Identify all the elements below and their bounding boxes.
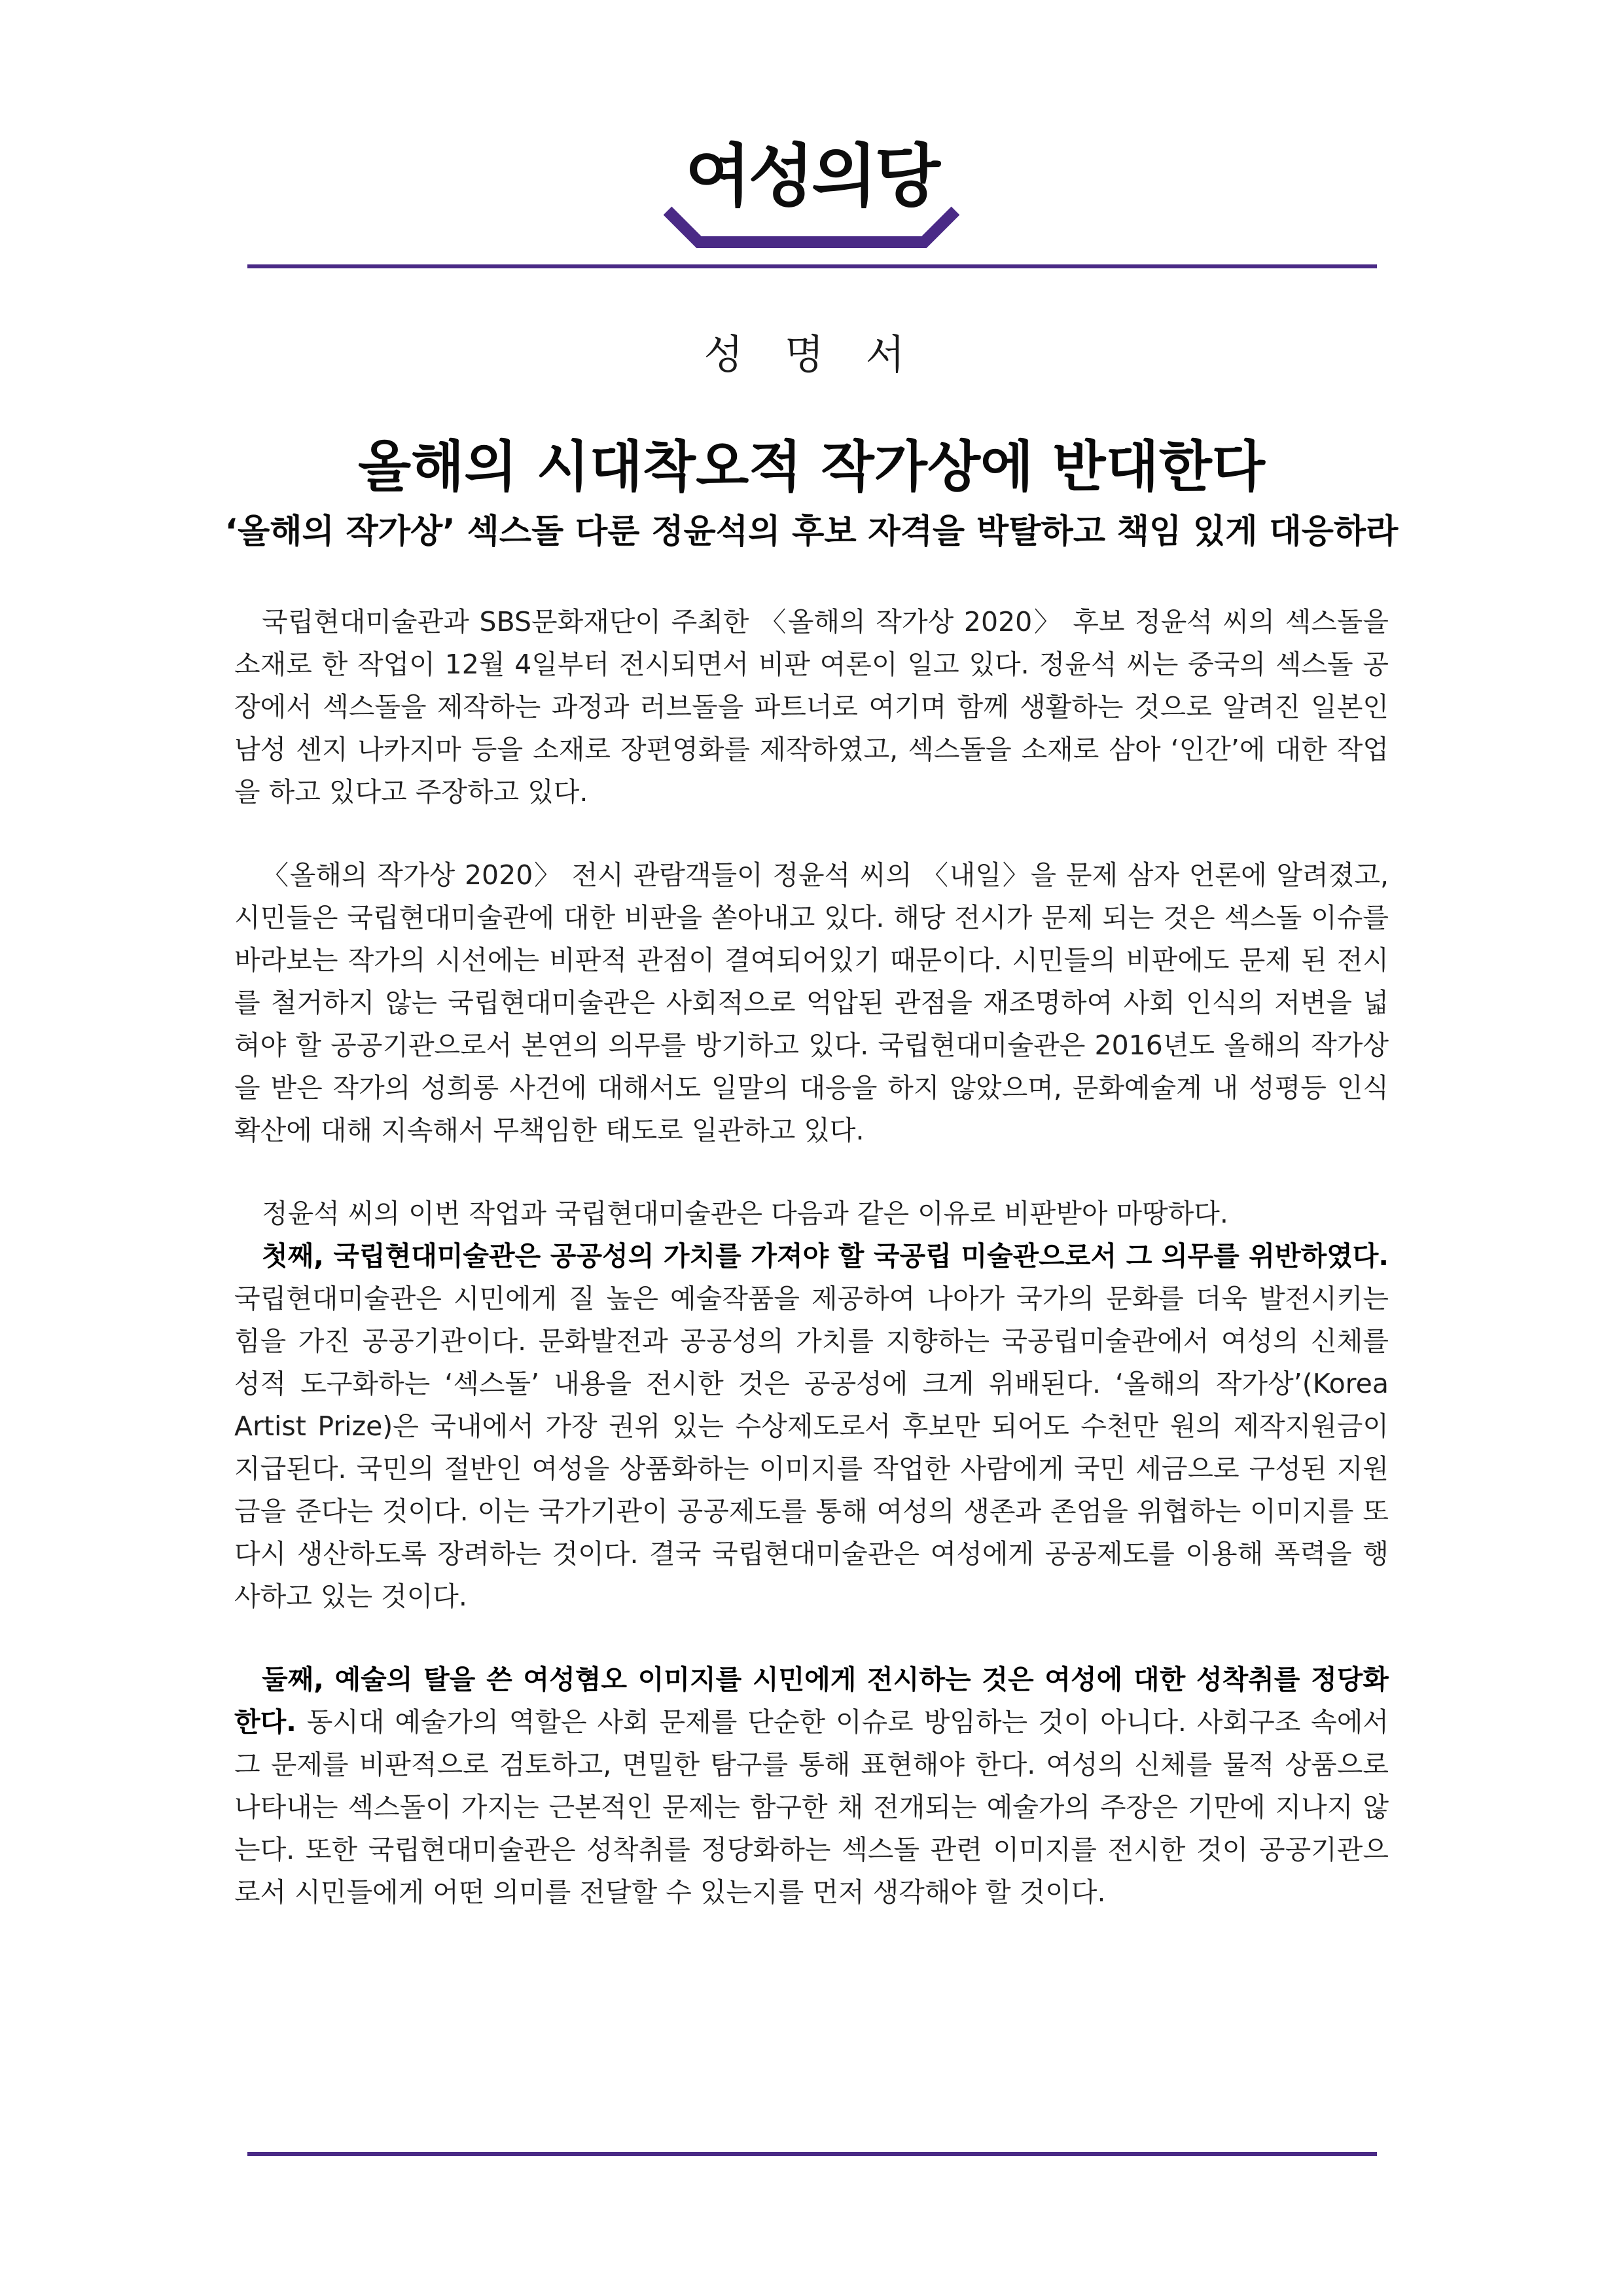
party-logo-text: 여성의당	[685, 136, 938, 216]
party-logo-mark	[654, 131, 969, 249]
header-divider	[247, 264, 1377, 268]
paragraph-5-heading: 둘째, 예술의 탈을 쓴 여성혐오 이미지를 시민에게 전시하는 것은 여성에 대한 성착취를 정당화한다.	[234, 1664, 1389, 1738]
statement-body	[234, 601, 1389, 1914]
paragraph-1: 국립현대미술관과 SBS문화재단이 주최한 〈올해의 작가상 2020〉 후보 정윤석 씨의 섹스돌을 소재로 한 작업이 12월 4일부터 전시되면서 비판 여론이 일고 있다. 정윤석 씨는 중국의 섹스돌 공장에서 섹스돌을 제작하는 과정과 러브돌을 파트너로 여기며 함께 생활하는 것으로 알려진 일본인 남성 센지 나카지마 등을 소재로 장편영화를 제작하였고, 섹스돌을 소재로 삼아 ‘인간’에 대한 작업을 하고 있다고 주장하고 있다.	[234, 606, 1389, 808]
paragraph-2: 〈올해의 작가상 2020〉 전시 관람객들이 정윤석 씨의 〈내일〉을 문제 삼자 언론에 알려졌고, 시민들은 국립현대미술관에 대한 비판을 쏟아내고 있다. 해당 전시가 문제 되는 것은 섹스돌 이슈를 바라보는 작가의 시선에는 비판적 관점이 결여되어있기 때문이다. 시민들의 비판에도 문제 된 전시를 철거하지 않는 국립현대미술관은 사회적으로 억압된 관점을 재조명하여 사회 인식의 저변을 넓혀야 할 공공기관으로서 본연의 의무를 방기하고 있다. 국립현대미술관은 2016년도 올해의 작가상을 받은 작가의 성희롱 사건에 대해서도 일말의 대응을 하지 않았으며, 문화예술계 내 성평등 인식 확산에 대해 지속해서 무책임한 태도로 일관하고 있다.	[234, 859, 1389, 1146]
party-logo	[654, 131, 969, 249]
paragraph-4-heading: 첫째, 국립현대미술관은 공공성의 가치를 가져야 할 국공립 미술관으로서 그 의무를 위반하였다.	[262, 1240, 1389, 1272]
statement-title: 올해의 시대착오적 작가상에 반대한다	[357, 435, 1266, 499]
footer-divider	[247, 2152, 1377, 2156]
paragraph-4: 첫째, 국립현대미술관은 공공성의 가치를 가져야 할 국공립 미술관으로서 그 의무를 위반하였다. 국립현대미술관은 시민에게 질 높은 예술작품을 제공하여 나아가 국가의 문화를 더욱 발전시키는 힘을 가진 공공기관이다. 문화발전과 공공성의 가치를 지향하는 국공립미술관에서 여성의 신체를 성적 도구화하는 ‘섹스돌’ 내용을 전시한 것은 공공성에 크게 위배된다. ‘올해의 작가상’(Korea Artist Prize)은 국내에서 가장 권위 있는 수상제도로서 후보만 되어도 수천만 원의 제작지원금이 지급된다. 국민의 절반인 여성을 상품화하는 이미지를 작업한 사람에게 국민 세금으로 구성된 지원금을 준다는 것이다. 이는 국가기관이 공공제도를 통해 여성의 생존과 존엄을 위협하는 이미지를 또다시 생산하도록 장려하는 것이다. 결국 국립현대미술관은 여성에게 공공제도를 이용해 폭력을 행사하고 있는 것이다.	[234, 1240, 1389, 1612]
paragraph-5: 둘째, 예술의 탈을 쓴 여성혐오 이미지를 시민에게 전시하는 것은 여성에 대한 성착취를 정당화한다. 동시대 예술가의 역할은 사회 문제를 단순한 이슈로 방임하는 것이 아니다. 사회구조 속에서 그 문제를 비판적으로 검토하고, 면밀한 탐구를 통해 표현해야 한다. 여성의 신체를 물적 상품으로 나타내는 섹스돌이 가지는 근본적인 문제는 함구한 채 전개되는 예술가의 주장은 기만에 지나지 않는다. 또한 국립현대미술관은 성착취를 정당화하는 섹스돌 관련 이미지를 전시한 것이 공공기관으로서 시민들에게 어떤 의미를 전달할 수 있는지를 먼저 생각해야 할 것이다.	[234, 1664, 1389, 1908]
document-type: 성 명 서	[704, 331, 919, 378]
statement-subtitle: ‘올해의 작가상’ 섹스돌 다룬 정윤석의 후보 자격을 박탈하고 책임 있게 대응하라	[224, 512, 1399, 551]
paragraph-3: 정윤석 씨의 이번 작업과 국립현대미술관은 다음과 같은 이유로 비판받아 마땅하다.	[262, 1198, 1228, 1229]
